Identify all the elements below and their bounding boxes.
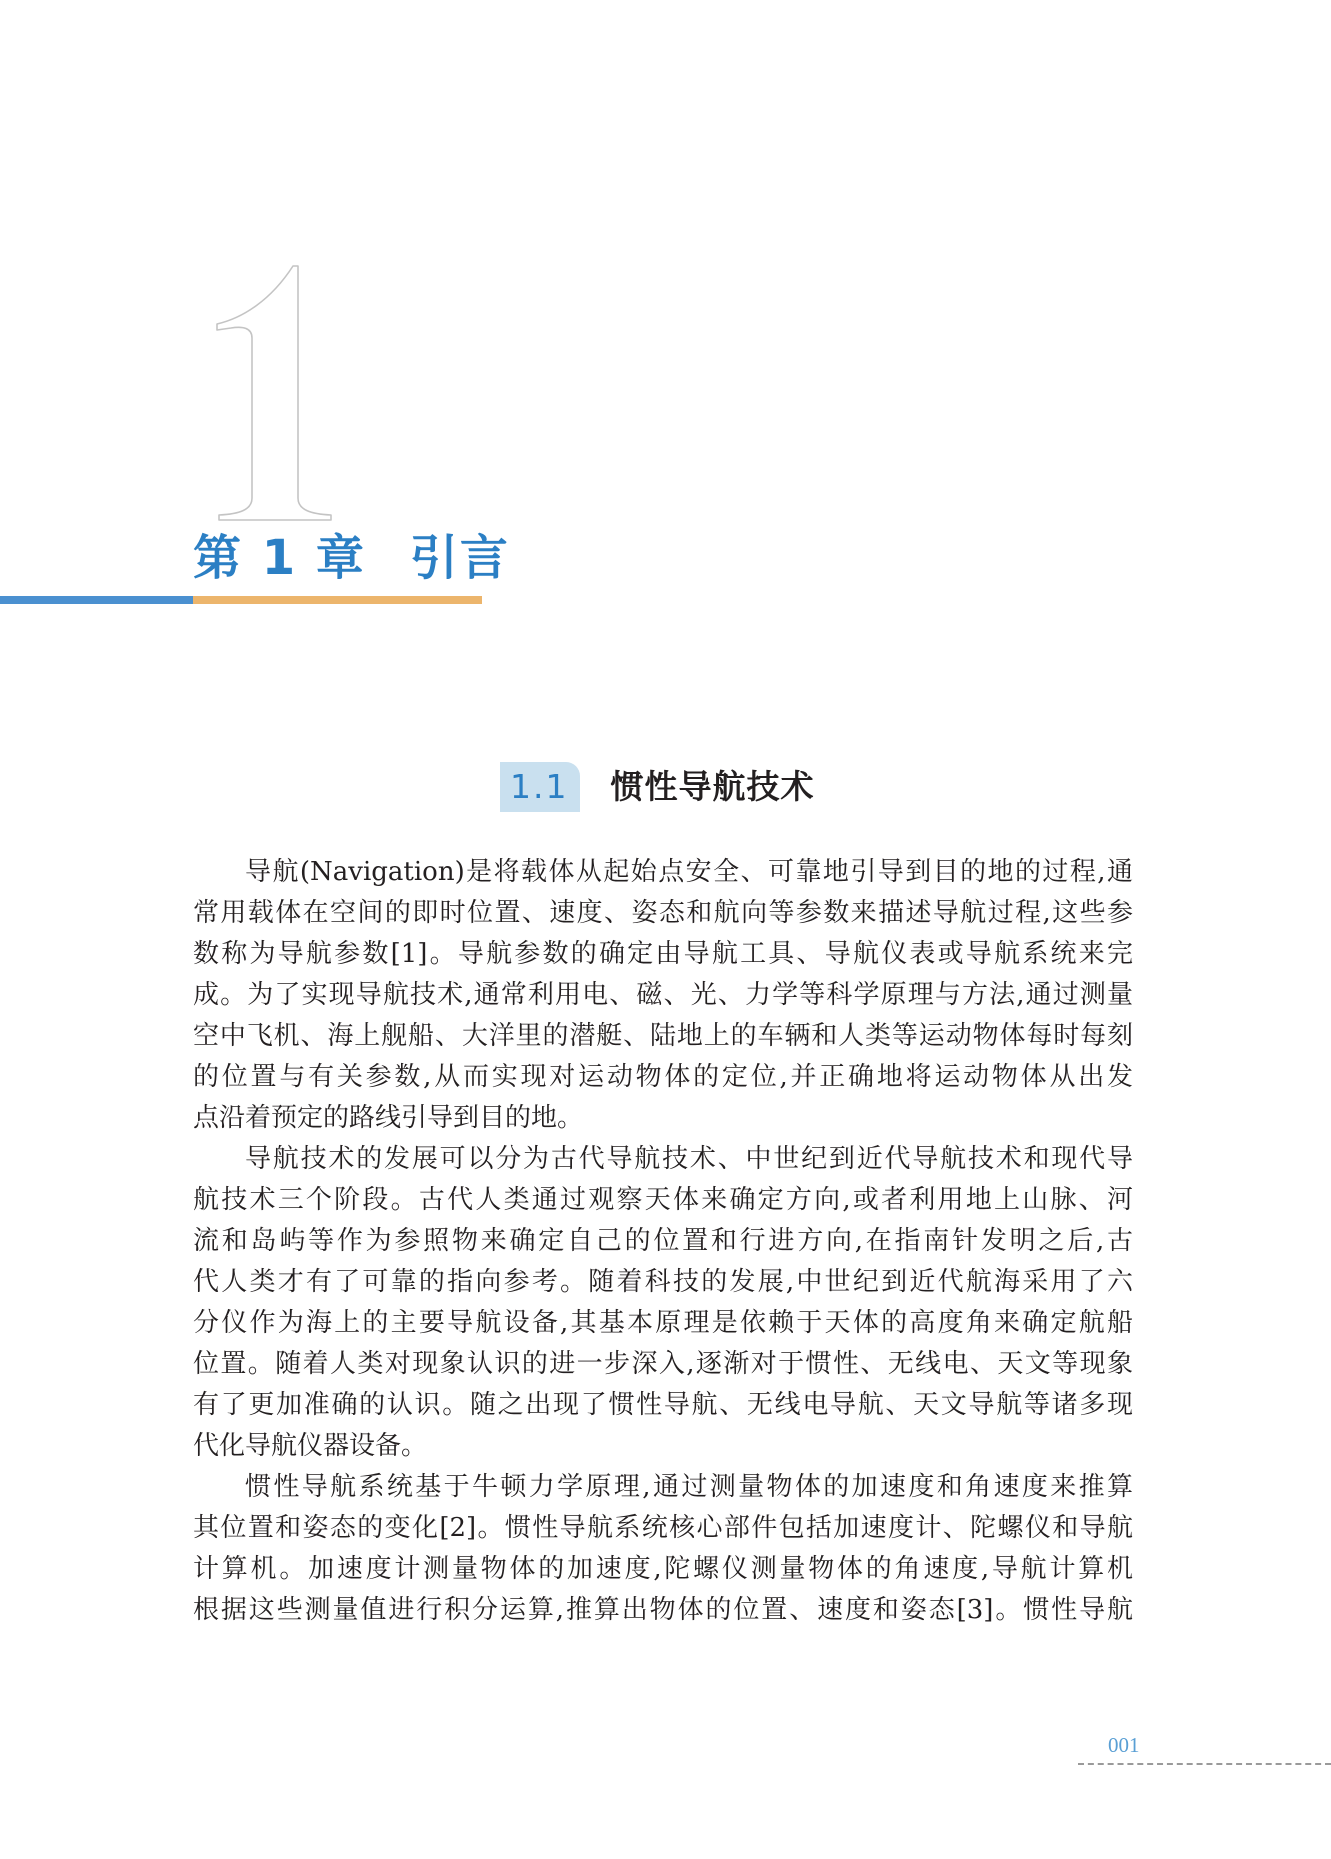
paragraph-line: 常用载体在空间的即时位置、速度、姿态和航向等参数来描述导航过程,这些参 [193, 898, 1133, 928]
paragraph-line: 有了更加准确的认识。随之出现了惯性导航、无线电导航、天文导航等诸多现 [193, 1390, 1133, 1420]
page-number-rule [1078, 1763, 1331, 1765]
chapter-title [193, 528, 510, 588]
section-heading [500, 762, 814, 812]
chapter-name: 引言 [409, 530, 510, 586]
paragraph-line: 点沿着预定的路线引导到目的地。 [193, 1103, 584, 1133]
paragraph-line: 根据这些测量值进行积分运算,推算出物体的位置、速度和姿态[3]。惯性导航 [193, 1595, 1133, 1625]
paragraph-line: 航技术三个阶段。古代人类通过观察天体来确定方向,或者利用地上山脉、河 [193, 1185, 1133, 1215]
paragraph-line: 计算机。加速度计测量物体的加速度,陀螺仪测量物体的角速度,导航计算机 [193, 1554, 1133, 1584]
chapter-rule-blue [0, 596, 193, 604]
paragraph-line: 其位置和姿态的变化[2]。惯性导航系统核心部件包括加速度计、陀螺仪和导航 [193, 1513, 1133, 1543]
paragraph-line: 惯性导航系统基于牛顿力学原理,通过测量物体的加速度和角速度来推算 [245, 1472, 1133, 1502]
chapter-numeral [205, 262, 345, 522]
chapter-rule-orange [193, 596, 482, 604]
body-text [193, 852, 1133, 1631]
paragraph-line: 导航技术的发展可以分为古代导航技术、中世纪到近代导航技术和现代导 [245, 1144, 1133, 1174]
chapter-numeral-value: 1 [205, 262, 206, 263]
paragraph-line: 流和岛屿等作为参照物来确定自己的位置和行进方向,在指南针发明之后,古 [193, 1226, 1133, 1256]
paragraph-line: 成。为了实现导航技术,通常利用电、磁、光、力学等科学原理与方法,通过测量 [193, 980, 1133, 1010]
section-number: 1.1 [500, 762, 580, 812]
paragraph-line: 分仪作为海上的主要导航设备,其基本原理是依赖于天体的高度角来确定航船 [193, 1308, 1133, 1338]
paragraph-line: 导航(Navigation)是将载体从起始点安全、可靠地引导到目的地的过程,通 [245, 857, 1133, 887]
section-title: 惯性导航技术 [610, 767, 815, 806]
paragraph-line: 的位置与有关参数,从而实现对运动物体的定位,并正确地将运动物体从出发 [193, 1062, 1133, 1092]
paragraph-line: 位置。随着人类对现象认识的进一步深入,逐渐对于惯性、无线电、天文等现象 [193, 1349, 1133, 1379]
page-number: 001 [1108, 1733, 1140, 1757]
paragraph-line: 代化导航仪器设备。 [193, 1431, 428, 1461]
paragraph-line: 数称为导航参数[1]。导航参数的确定由导航工具、导航仪表或导航系统来完 [193, 939, 1133, 969]
paragraph-line: 空中飞机、海上舰船、大洋里的潜艇、陆地上的车辆和人类等运动物体每时每刻 [193, 1021, 1133, 1051]
paragraph [193, 1139, 1133, 1467]
chapter-label: 第 1 章 [193, 530, 366, 586]
paragraph [193, 1467, 1133, 1631]
paragraph-line: 代人类才有了可靠的指向参考。随着科技的发展,中世纪到近代航海采用了六 [193, 1267, 1133, 1297]
paragraph [193, 852, 1133, 1139]
